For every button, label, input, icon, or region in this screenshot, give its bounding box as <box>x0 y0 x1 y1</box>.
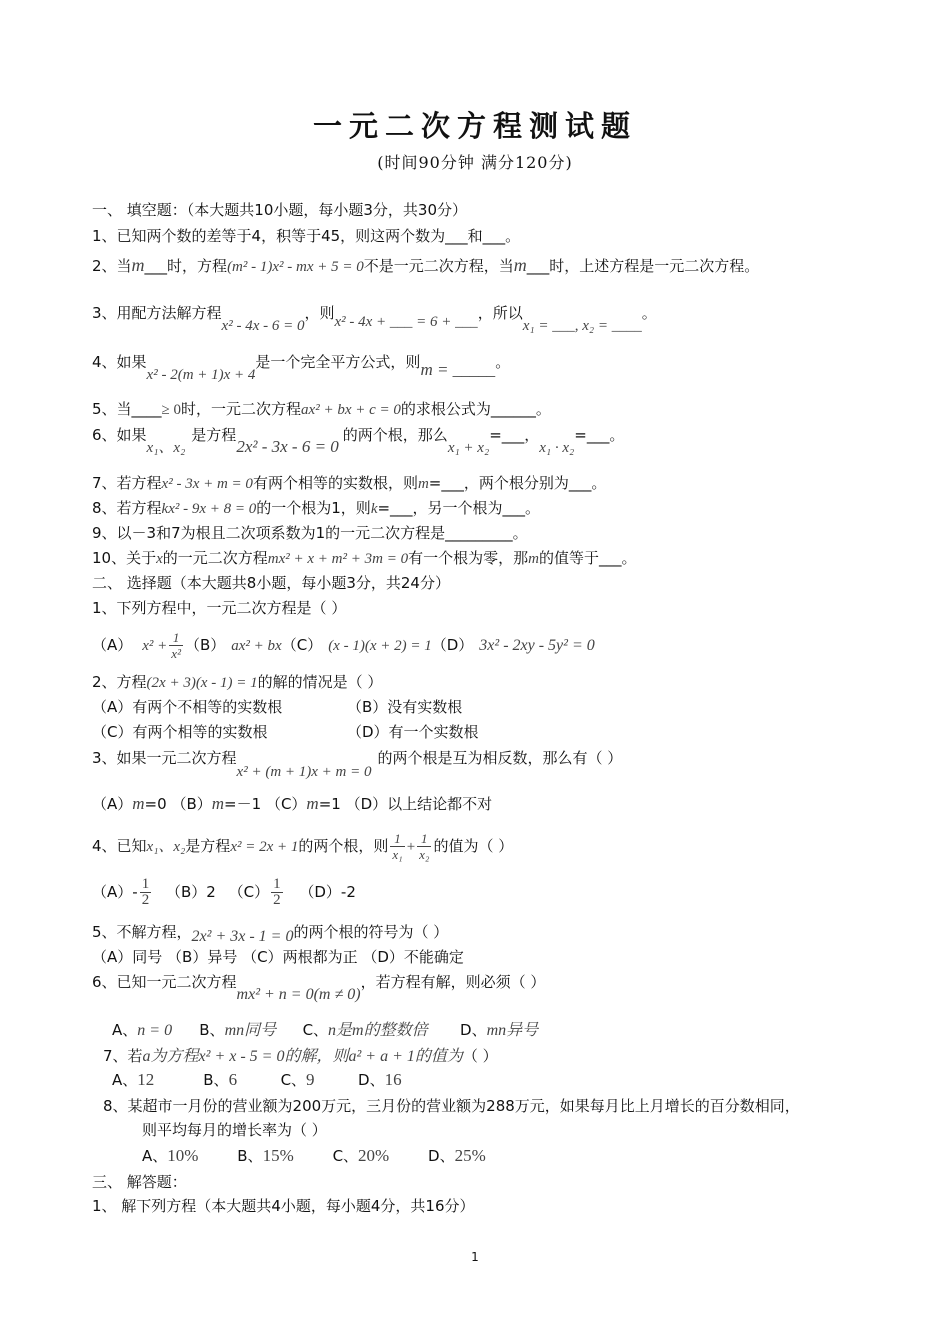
s2-q6-optB-eq: mn同号 <box>224 1022 277 1039</box>
s2-q6-optC: C、 <box>302 1021 329 1039</box>
s2-q4 <box>92 826 513 867</box>
s1-q8-a: 8、若方程 <box>92 499 162 517</box>
s1-q10-a: 10、关于 <box>92 549 157 567</box>
s2-q2-row1 <box>92 697 462 717</box>
s2-q3-optB-m: m <box>211 794 225 813</box>
s2-q3-optA: （A） <box>92 795 133 813</box>
s2-q7-options <box>112 1070 402 1090</box>
s2-q4-optA-num: 1 <box>141 876 150 892</box>
page-number: 1 <box>471 1250 479 1264</box>
s2-q7-optC: C、 <box>280 1071 307 1089</box>
s2-q7-optD-v: 16 <box>384 1070 402 1089</box>
s2-q7-optD: D、 <box>358 1071 385 1089</box>
s2-q8-optC-v: 20% <box>358 1146 390 1165</box>
s2-q4-optC: （C） <box>228 883 270 901</box>
s2-q3-options <box>92 794 492 814</box>
s2-q4-optC-frac <box>271 877 283 908</box>
s1-q7-b: 有两个相等的实数根，则 <box>252 474 418 492</box>
s1-q2-m1: m <box>131 255 145 275</box>
s2-q4-eq1: x₁、x₂ <box>146 839 186 855</box>
s1-q6-b: 是方程 <box>191 426 237 444</box>
s2-q4-frac1-num: 1 <box>390 831 404 847</box>
s2-q2 <box>92 672 382 693</box>
section3-heading: 三、 解答题： <box>92 1173 187 1191</box>
s2-q4-frac2-den: x₂ <box>419 847 430 862</box>
s1-q4-eq2: m = _____ <box>420 360 496 379</box>
s3-q1: 1、 解下列方程（本大题共4小题，每小题4分，共16分） <box>92 1197 475 1215</box>
s1-q6-eq3: x₁ + x₂ <box>447 440 490 456</box>
s2-q3-a: 3、如果一元二次方程 <box>92 749 237 767</box>
s1-q4-a: 4、如果 <box>92 353 147 371</box>
s2-q6-b: ，若方程有解，则必须（ ） <box>360 973 546 991</box>
s1-q5-eq2: ax² + bx + c = 0 <box>301 402 401 418</box>
s2-q4-plus: + <box>406 839 416 855</box>
s2-q8-optB: B、 <box>237 1147 263 1165</box>
s2-q1-stem: 1、下列方程中，一元二次方程是（ ） <box>92 599 347 617</box>
s2-q2-row2 <box>92 722 479 742</box>
s2-q8-optC: C、 <box>332 1147 359 1165</box>
s2-q6-optA: A、 <box>112 1021 138 1039</box>
s1-q6-eq2: 2x² - 3x - 6 = 0 <box>236 437 339 456</box>
s1-q6-eq4: x₁ · x₂ <box>539 440 575 456</box>
s2-q3-optA-v: =0 <box>144 795 167 813</box>
s2-q8-optA: A、 <box>142 1147 168 1165</box>
s2-q7 <box>103 1046 498 1067</box>
s2-q3-optB: （B） <box>171 795 212 813</box>
s1-q10-b: 的一元二次方程 <box>162 549 268 567</box>
s2-q6-eq: mx² + n = 0(m ≠ 0) <box>236 986 361 1003</box>
s2-q4-frac2-num: 1 <box>417 831 431 847</box>
s2-q7-optA: A、 <box>112 1071 138 1089</box>
s1-q2-b: ___时，方程 <box>144 257 228 275</box>
s2-q5 <box>92 922 448 943</box>
s1-q10-eq1: x <box>156 551 163 567</box>
s1-q5-c: 的求根公式为______。 <box>400 400 551 418</box>
s2-q3 <box>92 748 623 780</box>
s2-q6-optD: D、 <box>460 1021 487 1039</box>
s2-q7-optB-v: 6 <box>228 1070 238 1089</box>
s1-q4-eq1: x² - 2(m + 1)x + 4 <box>146 367 256 383</box>
s1-q4 <box>92 352 511 383</box>
s1-q7 <box>92 473 606 494</box>
s2-q1-A-frac <box>169 630 183 661</box>
s2-q1-C-eq: (x - 1)(x + 2) = 1 <box>328 638 432 654</box>
s1-q8-b: 的一个根为1，则 <box>256 499 371 517</box>
s2-q4-optC-den: 2 <box>273 892 281 908</box>
s2-q4-frac2 <box>417 831 431 862</box>
s1-q6 <box>92 425 625 456</box>
s1-q7-a: 7、若方程 <box>92 474 162 492</box>
section2-heading: 二、 选择题（本大题共8小题，每小题3分，共24分） <box>92 574 450 592</box>
s2-q6-optD-eq: mn异号 <box>486 1022 539 1039</box>
s2-q6 <box>92 972 546 1003</box>
s2-q4-optA-den: 2 <box>141 892 150 908</box>
s2-q2-opt1: （A）有两个不相等的实数根 <box>92 698 283 716</box>
s2-q1-options <box>92 628 595 663</box>
s2-q4-d: 的值为（ ） <box>433 837 514 855</box>
s2-q1-C: （C） <box>281 636 323 654</box>
s2-q3-optC-v: =1 <box>318 795 341 813</box>
s2-q7-eq: a为方程x² + x - 5 = 0的解，则a² + a + 1的值为 <box>142 1048 463 1065</box>
s2-q4-frac1 <box>390 831 404 862</box>
s1-q9: 9、以－3和7为根且二次项系数为1的一元二次方程是_________。 <box>92 524 528 542</box>
s1-q3 <box>92 303 657 334</box>
page-subtitle: (时间90分钟 满分120分) <box>377 153 573 172</box>
s1-q2-d: ___时，上述方程是一元二次方程。 <box>526 257 760 275</box>
s1-q2-c: 不是一元二次方程，当 <box>363 257 514 275</box>
s1-q2 <box>92 255 759 277</box>
s2-q1-B-eq: ax² + bx <box>231 638 282 654</box>
s2-q4-optD: （D）-2 <box>299 883 356 901</box>
s2-q5-options: （A）同号 （B）异号 （C）两根都为正 （D）不能确定 <box>92 948 464 966</box>
s1-q1: 1、已知两个数的差等于4，积等于45，则这两个数为___和___。 <box>92 227 521 245</box>
s2-q7-optC-v: 9 <box>306 1070 315 1089</box>
s1-q2-eq: (m² - 1)x² - mx + 5 = 0 <box>227 259 364 275</box>
s1-q10 <box>92 548 636 569</box>
section1-heading: 一、 填空题：（本大题共10小题，每小题3分，共30分） <box>92 201 467 219</box>
s2-q1-A-pre: x² + <box>142 638 168 654</box>
s2-q1-A-num: 1 <box>169 630 183 646</box>
s2-q8-line2: 则平均每月的增长率为（ ） <box>142 1121 327 1139</box>
s2-q7-a: 7、若 <box>103 1047 143 1065</box>
s1-q6-a: 6、如果 <box>92 426 147 444</box>
s2-q8-optD-v: 25% <box>454 1146 486 1165</box>
s2-q3-optC-m: m <box>306 794 319 813</box>
s1-q3-eq3: x₁ = ___, x₂ = ____ <box>522 318 642 334</box>
page-title: 一元二次方程测试题 <box>312 109 637 143</box>
s2-q7-optB: B、 <box>203 1071 229 1089</box>
s1-q5-a: 5、当____ <box>92 400 162 418</box>
s2-q4-a: 4、已知 <box>92 837 147 855</box>
s1-q10-eq2: mx² + x + m² + 3m = 0 <box>267 551 409 567</box>
s1-q2-m2: m <box>513 255 527 275</box>
s2-q4-optB: （B）2 <box>165 883 216 901</box>
s1-q5-eq1: ≥ 0 <box>161 402 182 418</box>
s2-q1-A-den: x² <box>171 646 181 661</box>
s2-q2-opt3: （C）有两个相等的实数根 <box>92 723 268 741</box>
s2-q1-D-eq: 3x² - 2xy - 5y² = 0 <box>479 637 595 654</box>
s2-q1-B: （B） <box>184 636 226 654</box>
s1-q7-eq2: m <box>417 476 429 492</box>
s2-q6-optC-eq: n是m的整数倍 <box>328 1022 428 1039</box>
s2-q4-eq2: x² = 2x + 1 <box>230 839 299 855</box>
s1-q4-c: 。 <box>495 353 511 371</box>
s2-q4-optA: （A）- <box>92 883 138 901</box>
s2-q3-eq: x² + (m + 1)x + m = 0 <box>236 764 372 780</box>
s2-q4-optC-num: 1 <box>273 876 281 892</box>
s1-q8-eq1: kx² - 9x + 8 = 0 <box>161 501 257 517</box>
s1-q7-eq1: x² - 3x + m = 0 <box>161 476 253 492</box>
s2-q2-b: 的解的情况是（ ） <box>257 673 383 691</box>
s2-q2-a: 2、方程 <box>92 673 147 691</box>
s1-q3-eq1: x² - 4x - 6 = 0 <box>221 318 305 334</box>
s2-q6-options <box>112 1020 538 1041</box>
s1-q8 <box>92 498 540 519</box>
s2-q3-optB-v: =－1 <box>224 795 262 813</box>
s2-q2-opt2: （B）没有实数根 <box>347 698 463 716</box>
s2-q1-A: （A） <box>92 636 133 654</box>
s2-q4-b: 是方程 <box>185 837 231 855</box>
s1-q3-d: 。 <box>641 304 657 322</box>
s2-q8-line1: 8、某超市一月份的营业额为200万元，三月份的营业额为288万元，如果每月比上月增长的百分数相同， <box>103 1097 800 1115</box>
s2-q4-c: 的两个根，则 <box>298 837 389 855</box>
s1-q10-c: 有一个根为零，那 <box>408 549 529 567</box>
s1-q3-a: 3、用配方法解方程 <box>92 304 222 322</box>
s1-q6-c: 的两个根，那么 <box>342 426 448 444</box>
s1-q7-c: =___，两个根分别为___。 <box>428 474 607 492</box>
s1-q10-eq3: m <box>528 551 539 567</box>
s2-q6-optB: B、 <box>199 1021 225 1039</box>
s1-q6-eq1: x₁、x₂ <box>146 440 186 456</box>
s2-q4-frac1-den: x₁ <box>392 847 403 862</box>
s2-q3-optA-m: m <box>132 794 145 813</box>
s2-q8-optD: D、 <box>428 1147 455 1165</box>
s1-q8-c: =___，另一个根为___。 <box>377 499 541 517</box>
s1-q10-d: 的值等于___。 <box>538 549 637 567</box>
s1-q6-d: =___， <box>489 426 540 444</box>
s2-q2-eq: (2x + 3)(x - 1) = 1 <box>146 675 258 691</box>
s2-q3-optD: （D）以上结论都不对 <box>345 795 493 813</box>
s2-q6-a: 6、已知一元二次方程 <box>92 973 237 991</box>
s2-q5-b: 的两个根的符号为（ ） <box>293 923 449 941</box>
s1-q4-b: 是一个完全平方公式，则 <box>255 353 421 371</box>
s1-q8-eq2: k <box>370 501 378 517</box>
s1-q6-e: =___。 <box>574 426 625 444</box>
s2-q3-optC: （C） <box>265 795 307 813</box>
s2-q1-D: （D） <box>431 636 474 654</box>
s2-q3-b: 的两个根是互为相反数，那么有（ ） <box>377 749 623 767</box>
s1-q3-eq2: x² - 4x + ___ = 6 + ___ <box>334 314 478 330</box>
s2-q7-optA-v: 12 <box>137 1070 155 1089</box>
s2-q4-options <box>92 872 356 912</box>
s2-q4-optA-frac <box>140 877 152 908</box>
s2-q8-optA-v: 10% <box>167 1146 199 1165</box>
s1-q3-b: ，则 <box>304 304 335 322</box>
s1-q5-b: 时，一元二次方程 <box>181 400 302 418</box>
s2-q5-eq: 2x² + 3x - 1 = 0 <box>191 928 294 945</box>
s2-q8-options <box>142 1146 486 1166</box>
s2-q2-opt4: （D）有一个实数根 <box>347 723 479 741</box>
s2-q6-optA-eq: n = 0 <box>137 1022 173 1039</box>
s1-q3-c: ，所以 <box>477 304 523 322</box>
s2-q5-a: 5、不解方程， <box>92 923 192 941</box>
s2-q7-b: （ ） <box>462 1047 498 1065</box>
s2-q8-optB-v: 15% <box>262 1146 294 1165</box>
s1-q2-a: 2、当 <box>92 257 132 275</box>
s1-q5 <box>92 399 551 420</box>
